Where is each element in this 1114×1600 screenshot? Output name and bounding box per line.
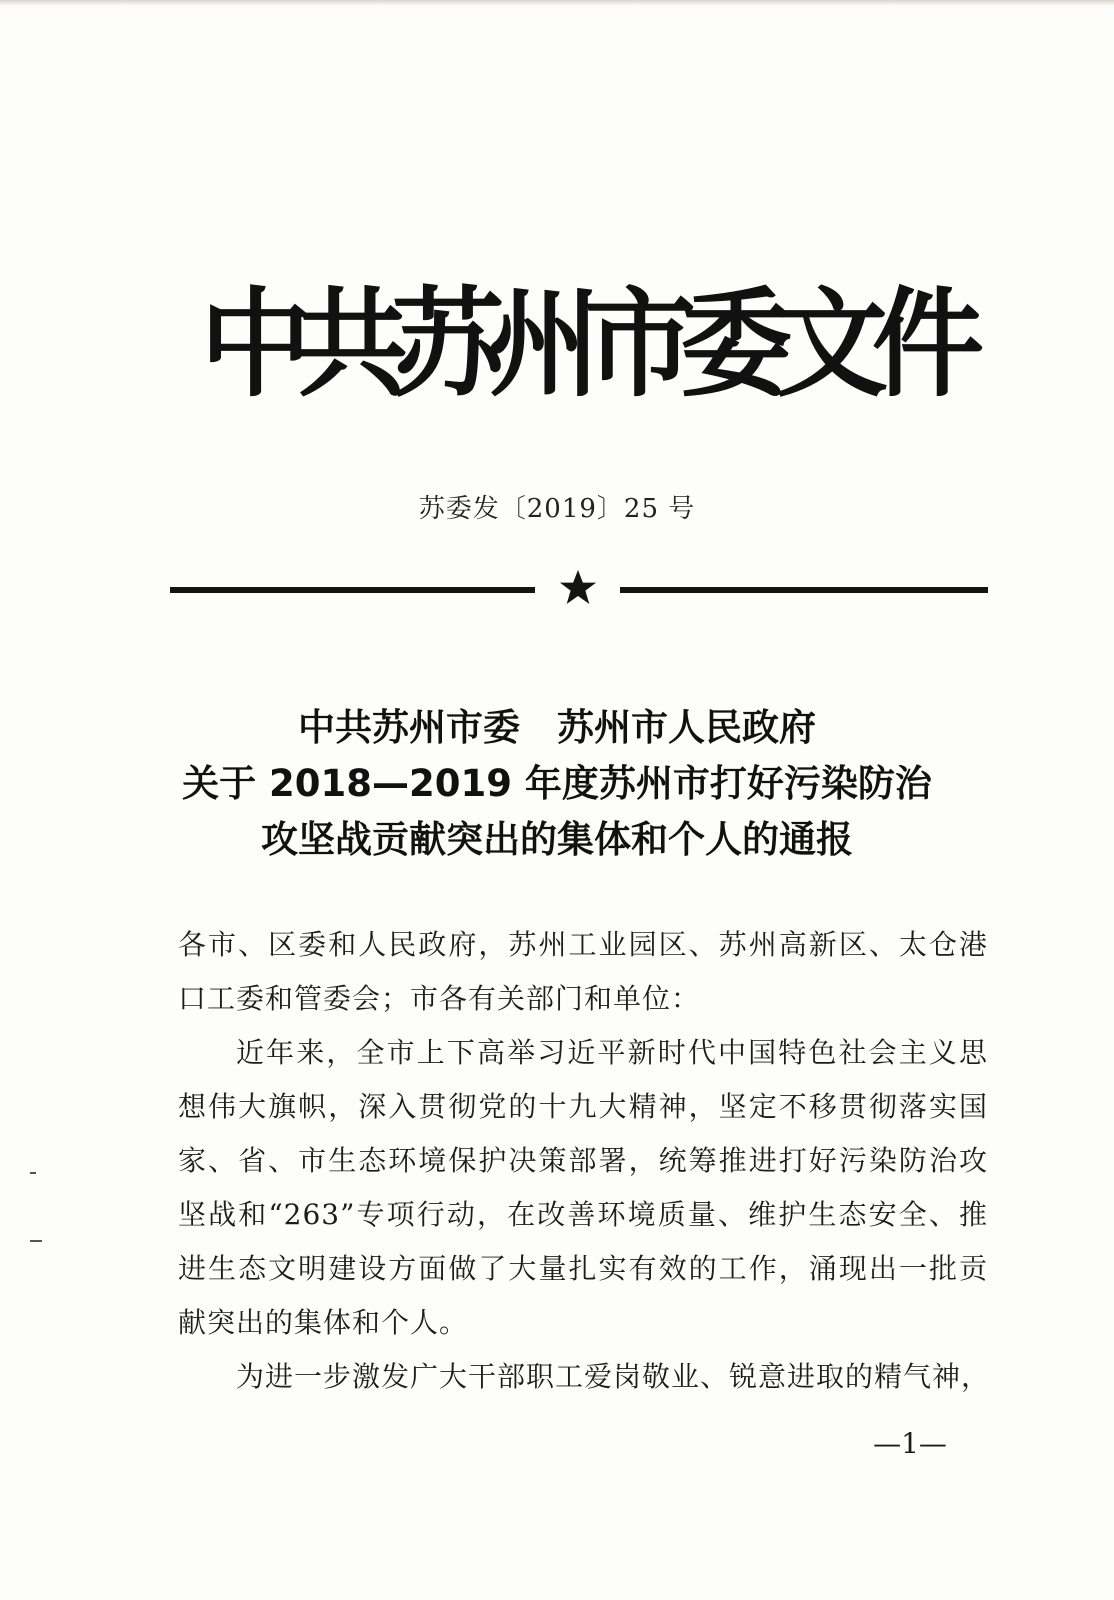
masthead-char: 共: [296, 276, 408, 414]
document-number: 苏委发〔2019〕25 号: [418, 494, 696, 524]
page-edge: [0, 0, 1114, 6]
title-line-2: 关于 2018—2019 年度苏州市打好污染防治: [182, 762, 932, 805]
body-paragraph-2: 为进一步激发广大干部职工爱岗敬业、锐意进取的精气神，: [236, 1360, 991, 1393]
masthead-char: 苏: [392, 276, 504, 414]
title-line-1: 中共苏州市委 苏州市人民政府: [298, 706, 816, 749]
addressee: 各市、区委和人民政府，苏州工业园区、苏州高新区、太仓港口工委和管委会；市各有关部门和单位：: [178, 928, 988, 1015]
masthead: [200, 266, 984, 424]
masthead-char: 文: [776, 276, 888, 414]
document-title: [0, 700, 1114, 868]
masthead-char: 市: [584, 276, 696, 414]
divider-line-right: [620, 587, 988, 593]
margin-mark: [30, 1240, 42, 1242]
page-number: —1—: [873, 1427, 947, 1460]
masthead-char: 委: [680, 276, 792, 414]
margin-mark: [30, 1172, 36, 1174]
divider-line-left: [170, 587, 535, 593]
masthead-char: 件: [872, 276, 984, 414]
masthead-char: 中: [200, 276, 312, 414]
masthead-char: 州: [488, 276, 600, 414]
title-line-3: 攻坚战贡献突出的集体和个人的通报: [261, 818, 853, 861]
body-paragraph-1: 近年来，全市上下高举习近平新时代中国特色社会主义思想伟大旗帜，深入贯彻党的十九大精神，坚定不移贯彻落实国家、省、市生态环境保护决策部署，统筹推进打好污染防治攻坚战和“263”专项行动，在改善环境质量、维护生态安全、推进生态文明建设方面做了大量扎实有效的工作，涌现出一批贡献突出的集体和个人。: [178, 1036, 988, 1339]
star-icon: [558, 568, 598, 608]
